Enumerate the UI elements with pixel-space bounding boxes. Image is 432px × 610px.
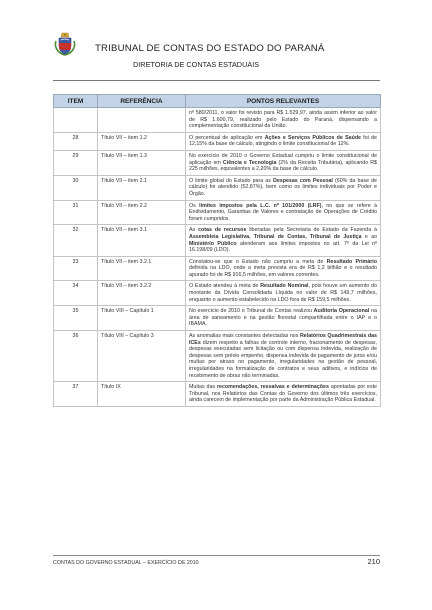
bold-text-segment: Ciência e Tecnologia — [222, 159, 277, 166]
page-number: 210 — [367, 557, 380, 566]
row-relevant-point — [186, 382, 381, 407]
bold-text-segment: Assembleia Legislativa, Tribunal de Contas, Tribunal de Justiça — [189, 233, 362, 240]
row-reference: Título VIII – Capítulo 3 — [98, 331, 186, 382]
row-item-number — [54, 108, 98, 133]
row-item-number: 34 — [54, 281, 98, 306]
relevant-points-table — [53, 94, 381, 407]
text-segment: O percentual de aplicação em — [189, 134, 265, 141]
bold-text-segment: Relatórios Quadrimestrais das ICEs — [189, 333, 377, 346]
text-segment: Constatou-se que o Estado não cumpriu a meta de — [189, 258, 327, 265]
header-divider — [53, 80, 380, 81]
text-segment: e ao — [361, 233, 377, 240]
text-segment: (60% da base de cálculo) foi atendido (52,87%), bem como os limites individuais por Poder e Órgão. — [189, 177, 377, 197]
text-segment: O Estado atendeu à meta de — [189, 283, 261, 290]
footer-label: CONTAS DO GOVERNO ESTADUAL – EXERCÍCIO DE 2010 — [53, 560, 199, 566]
row-relevant-point — [186, 132, 381, 150]
column-header-item: ITEM — [54, 95, 98, 108]
text-segment: (2% da Receita Tributária), aplicando R$ 225 milhões, equivalentes a 2,20% da base de cálculo. — [189, 159, 378, 173]
table-row — [54, 382, 381, 407]
text-segment: Os — [189, 202, 200, 209]
row-relevant-point — [186, 225, 381, 256]
row-item-number: 37 — [54, 382, 98, 407]
text-segment: Muitas das — [189, 384, 217, 391]
column-header-relevant-points: PONTOS RELEVANTES — [186, 95, 381, 108]
table-row — [54, 132, 381, 150]
bold-text-segment: limites impostos pela L.C. nº 101/2000 (LRF) — [199, 202, 322, 209]
row-relevant-point — [186, 331, 381, 382]
row-reference: Título VII – item 1.3 — [98, 150, 186, 175]
table-row — [54, 225, 381, 256]
footer-divider — [53, 555, 380, 556]
directorate-subtitle: DIRETORIA DE CONTAS ESTADUAIS — [133, 60, 260, 69]
row-reference: Título VII – item 3.1 — [98, 225, 186, 256]
bold-text-segment: Ministério Público — [189, 240, 237, 247]
row-item-number: 36 — [54, 331, 98, 382]
table-row — [54, 108, 381, 133]
row-item-number: 33 — [54, 256, 98, 281]
row-relevant-point — [186, 256, 381, 281]
table-row — [54, 200, 381, 225]
row-reference: Título VII – item 1.2 — [98, 132, 186, 150]
row-reference: Título VII – item 3.2.2 — [98, 281, 186, 306]
row-relevant-point — [186, 175, 381, 200]
text-segment: apontadas por este Tribunal, nos Relatórios das Contas do Governo dos últimos três exercícios, ainda carecem de implementação por parte da Administração Pública Estadual. — [189, 384, 378, 404]
text-segment: As anomalias mais constantes detectadas nos — [189, 333, 300, 340]
text-segment: No exercício de 2010 o Tribunal de Contas realizou — [189, 308, 314, 315]
bold-text-segment: Resultado Nominal — [260, 283, 309, 290]
row-reference: Título VII – item 3.2.1 — [98, 256, 186, 281]
row-item-number: 35 — [54, 306, 98, 331]
text-segment: , no que se refere à Endividamento, Garantias de Valores e contratação de Operações de Crédito foram cumpridos. — [189, 202, 377, 222]
text-segment: atenderam aos limites impostos no art. 7º da Lei nº 16.198/09 (LDO). — [189, 240, 377, 254]
row-relevant-point — [186, 108, 381, 133]
text-segment: na área de saneamento e na gestão florestal compartilhada entre o IAP e o IBAMA. — [189, 308, 377, 328]
bold-text-segment: cotas de recursos — [198, 227, 247, 234]
text-segment: foi de 12,15% da base de cálculo, atingindo o limite constitucional de 12%. — [189, 134, 377, 148]
row-item-number: 32 — [54, 225, 98, 256]
row-item-number: 30 — [54, 175, 98, 200]
row-relevant-point — [186, 200, 381, 225]
text-segment: liberadas pela Secretaria de Estado da Fazenda à — [246, 227, 377, 234]
table-row — [54, 331, 381, 382]
row-reference: Título VII – item 2.1 — [98, 175, 186, 200]
bold-text-segment: Resultado Primário — [326, 258, 377, 265]
row-reference: Título VIII – Capítulo 1 — [98, 306, 186, 331]
column-header-reference: REFERÊNCIA — [98, 95, 186, 108]
text-segment: , pois houve um aumento do montante da Dívida Consolidada Líquida no valor de R$ 149,7 milhões, enquanto o aumento estabelecido na LDO fora de R$ 159,5 milhões. — [189, 283, 377, 303]
bold-text-segment: recomendações, ressalvas e determinações — [216, 384, 329, 391]
table-row — [54, 281, 381, 306]
row-relevant-point — [186, 150, 381, 175]
row-reference — [98, 108, 186, 133]
row-relevant-point — [186, 306, 381, 331]
bold-text-segment: Ações e Serviços Públicos de Saúde — [264, 134, 361, 141]
row-reference: Título VII – item 2.2 — [98, 200, 186, 225]
row-item-number: 29 — [54, 150, 98, 175]
table-row — [54, 306, 381, 331]
bold-text-segment: Auditoria Operacional — [313, 308, 370, 315]
table-row — [54, 256, 381, 281]
row-item-number: 28 — [54, 132, 98, 150]
text-segment: No exercício de 2010 o Governo Estadual cumpriu o limite constitucional de aplicação em — [189, 152, 377, 166]
text-segment: definida na LDO, onde a meta prevista era de R$ 1,2 bilhão e o resultado apurado foi de R$ 916,5 milhões, em valores correntes. — [189, 265, 377, 278]
institution-title: TRIBUNAL DE CONTAS DO ESTADO DO PARANÁ — [95, 43, 325, 54]
text-segment: nº 580/2011, o valor foi revisto para R$ 1.529,97, ainda assim inferior ao valor de R$ 1.600,79, realizado pelo Estado do Paraná, dispensando a complementação constitucional da União. — [189, 110, 377, 130]
bold-text-segment: Despesas com Pessoal — [273, 177, 333, 184]
text-segment: O limite global do Estado para as — [189, 177, 273, 184]
parana-coat-of-arms-icon — [53, 32, 77, 56]
row-relevant-point — [186, 281, 381, 306]
table-row — [54, 150, 381, 175]
table-header-row — [54, 95, 381, 108]
row-item-number: 31 — [54, 200, 98, 225]
table-row — [54, 175, 381, 200]
text-segment: As — [189, 227, 199, 234]
row-reference: Título IX — [98, 382, 186, 407]
text-segment: dizem respeito a falhas de controle interno, fracionamento de despesas, despesas executadas sem licitação ou com dispensa indevida, realização de despesas sem prévio empenho, dispensa indevida de pagamento de juros e/ou multas por atraso no pagamento, irregularidades na gestão de pessoal, irregularidades na formalização de contratos e seus aditivos, e indícios de recebimento de obras não terminadas. — [189, 339, 377, 379]
